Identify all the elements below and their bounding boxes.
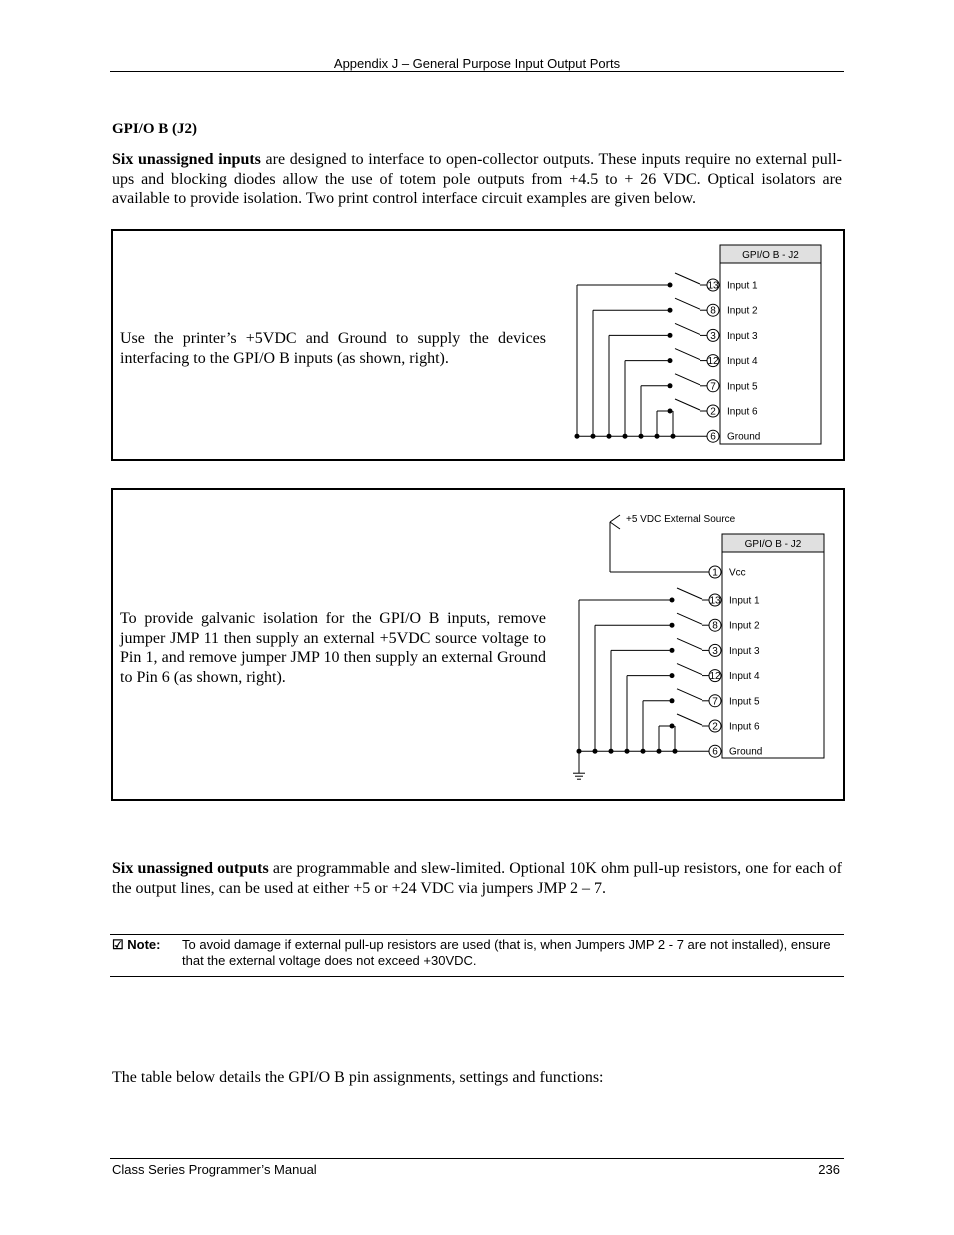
switch-contact [668,409,673,414]
pin-label: Vcc [729,567,746,579]
pin-number: 2 [710,406,716,418]
intro-paragraph [112,150,842,209]
pin-number: 8 [710,305,716,317]
note-divider-top [110,934,844,935]
example2-description: To provide galvanic isolation for the GPI/O B inputs, remove jumper JMP 11 then supply an external +5VDC source voltage to Pin 1, and remove jumper JMP 10 then supply an external Ground to Pin 6 (as shown, right). [120,610,546,686]
pin-label: Input 1 [729,595,760,607]
switch-lever [675,323,700,334]
switch-lever [675,374,700,385]
intro-text: are designed to interface to open-collector outputs. These inputs require no external pull-ups and blocking diodes allow the use of totem pole outputs from +4.5 to + 26 VDC. Optical isolators are available to provide isolation. Two print control interface circuit examples are given below. [112,151,842,207]
outputs-paragraph [112,859,842,898]
switch-contact [670,598,675,603]
pin-number: 13 [707,280,719,292]
switch-contact [668,308,673,313]
pin-label: Input 2 [729,620,760,632]
switch-contact [670,673,675,678]
switch-lever [677,664,702,675]
switch-lever [677,588,702,599]
pin-number: 7 [710,381,716,393]
example2-circuit-diagram [560,505,830,790]
pin-number: 3 [712,645,718,657]
external-source-label: +5 VDC External Source [626,514,736,525]
footer-divider [110,1158,844,1159]
source-arrow [610,522,620,529]
pin-label: Input 4 [729,671,760,683]
example1-circuit-diagram [560,240,830,450]
switch-contact [670,623,675,628]
pin-number: 13 [709,595,721,607]
source-arrow [610,515,620,522]
switch-contact [670,724,675,729]
outputs-text: are programmable and slew-limited. Optional 10K ohm pull-up resistors, one for each of the output lines, can be used at either +5 or +24 VDC via jumpers JMP 2 – 7. [112,860,842,897]
switch-lever [677,714,702,725]
outputs-bold-lead: Six unassigned outputs [112,860,269,877]
switch-contact [668,283,673,288]
pin-label: Input 3 [729,645,760,657]
table-intro-text: The table below details the GPI/O B pin assignments, settings and functions: [112,1069,604,1086]
switch-lever [675,273,700,284]
switch-lever [675,399,700,410]
pin-label: Ground [727,431,761,443]
switch-lever [677,613,702,624]
example1-description: Use the printer’s +5VDC and Ground to supply the devices interfacing to the GPI/O B inputs (as shown, right). [120,330,546,367]
pin-label: Input 3 [727,330,758,342]
footer-page-number: 236 [818,1162,840,1177]
pin-label: Input 6 [729,721,760,733]
pin-label: Input 4 [727,356,758,368]
pin-label: Input 1 [727,280,758,292]
pin-number: 12 [707,356,719,368]
switch-lever [677,689,702,700]
pin-label: Input 5 [727,381,758,393]
pin-label: Input 5 [729,696,760,708]
pin-number: 1 [712,567,718,579]
switch-contact [668,383,673,388]
pin-number: 2 [712,721,718,733]
section-title: GPI/O B (J2) [112,121,197,137]
pin-number: 12 [709,671,721,683]
pin-number: 8 [712,620,718,632]
note-text: To avoid damage if external pull-up resistors are used (that is, when Jumpers JMP 2 - 7 are not installed), ensure that the external voltage does not exceed +30VDC. [182,937,831,968]
pin-number: 6 [710,431,716,443]
pin-label: Input 2 [727,305,758,317]
pin-number: 6 [712,746,718,758]
intro-bold-lead: Six unassigned inputs [112,151,261,168]
pin-number: 7 [712,696,718,708]
switch-lever [675,349,700,360]
pin-number: 3 [710,330,716,342]
note-label: ☑ Note: [112,937,161,952]
switch-contact [668,358,673,363]
connector-title: GPI/O B - J2 [744,539,802,550]
connector-title: GPI/O B - J2 [742,250,799,261]
switch-lever [675,298,700,309]
switch-contact [670,698,675,703]
switch-contact [670,648,675,653]
page-header-title: Appendix J – General Purpose Input Output Ports [333,56,621,71]
switch-lever [677,638,702,649]
pin-label: Ground [729,746,763,758]
header-divider [110,71,844,72]
pin-label: Input 6 [727,406,758,418]
switch-contact [668,333,673,338]
footer-manual-title: Class Series Programmer’s Manual [112,1162,317,1177]
note-divider-bottom [110,976,844,977]
